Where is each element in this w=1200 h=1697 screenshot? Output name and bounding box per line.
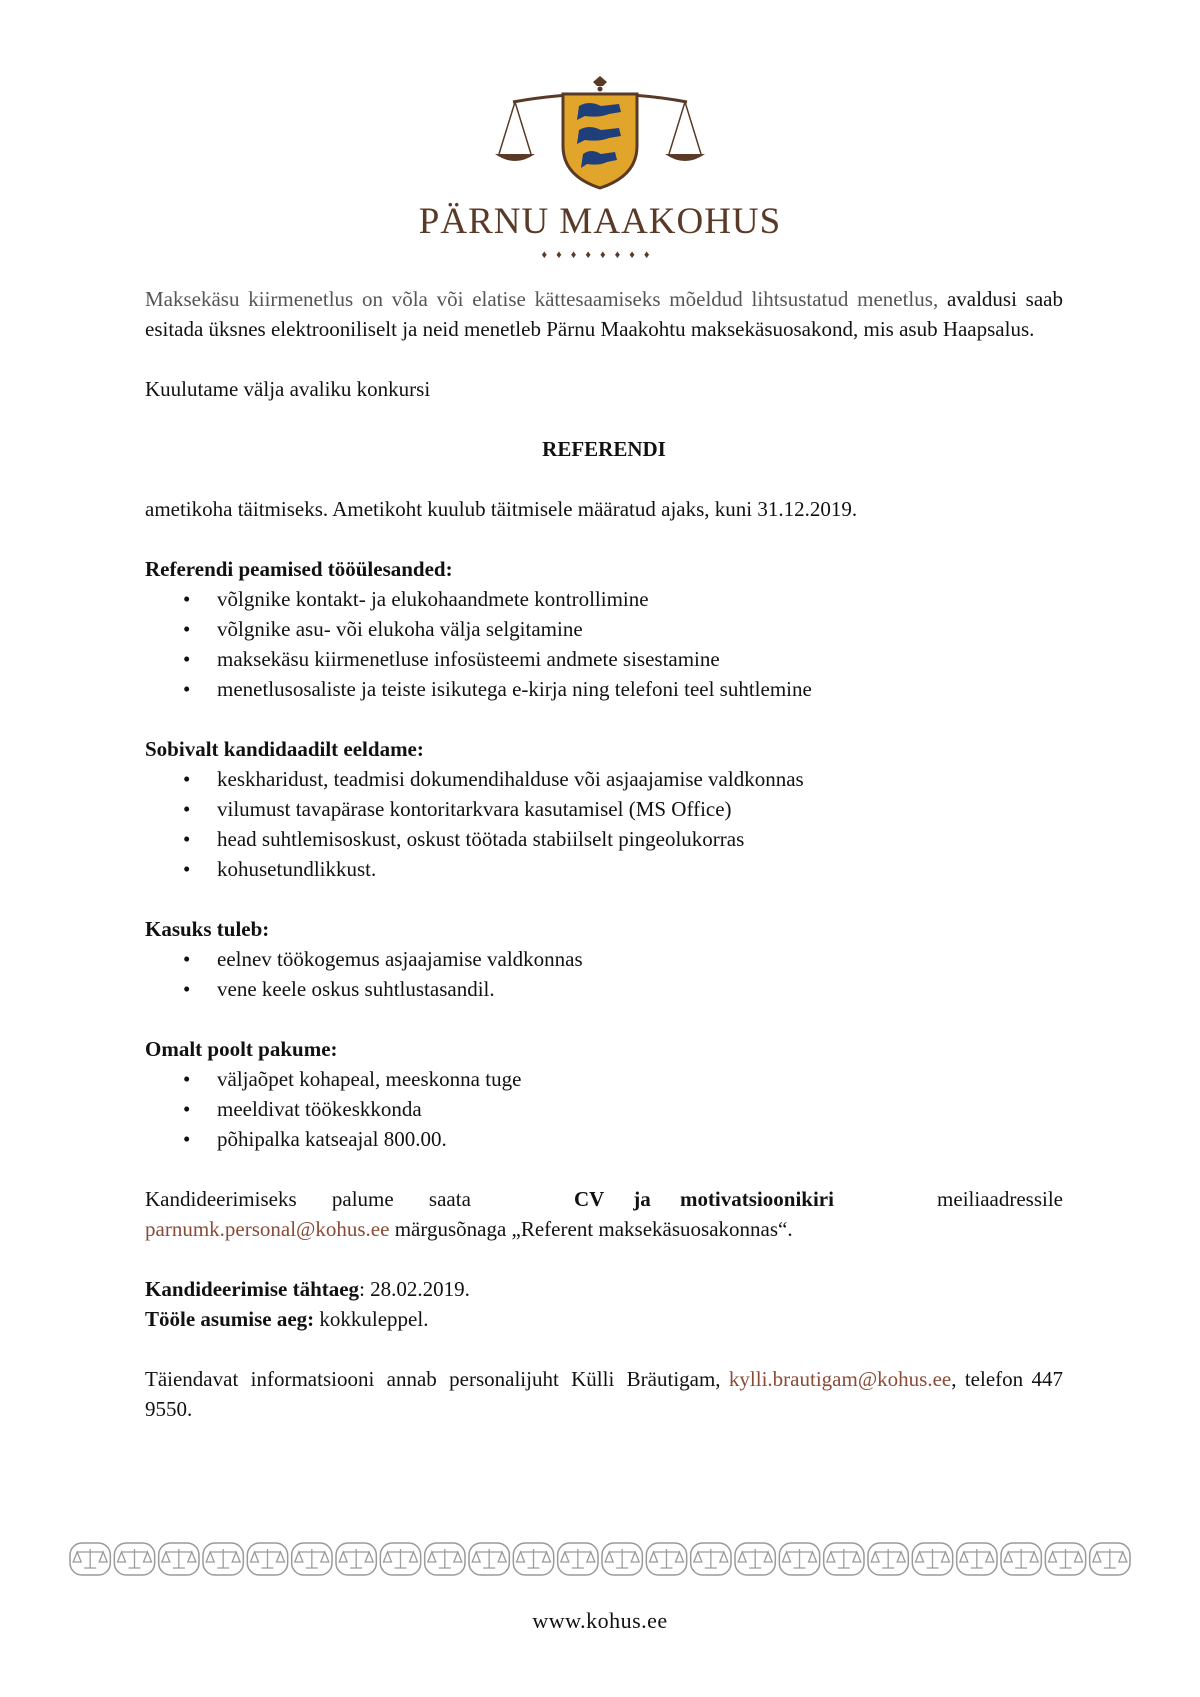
scales-ornament	[735, 1543, 775, 1575]
scales-ornament	[513, 1543, 553, 1575]
footer-website-link[interactable]: www.kohus.ee	[532, 1608, 668, 1633]
scales-ornament	[247, 1543, 287, 1575]
intro-rest: avaldusi saab esitada üksnes elektrooniliselt ja neid menetleb Pärnu Maakohtu maksekäsuosakond, mis asub Haapsalus.	[145, 287, 1063, 341]
list-item: • vene keele oskus suhtlustasandil.	[145, 974, 1063, 1004]
offer-list	[145, 1064, 1063, 1154]
duties-title: Referendi peamised tööülesanded:	[145, 557, 453, 581]
requirements-title: Sobivalt kandidaadilt eeldame:	[145, 737, 424, 761]
list-item: • kohusetundlikkust.	[145, 854, 1063, 884]
start-label: Tööle asumise aeg:	[145, 1307, 315, 1331]
deadline-value: : 28.02.2019.	[359, 1277, 470, 1301]
scales-ornament	[70, 1543, 110, 1575]
scales-ornament	[203, 1543, 243, 1575]
list-item: • menetlusosaliste ja teiste isikutega e-kirja ning telefoni teel suhtlemine	[145, 674, 1063, 704]
offer-title: Omalt poolt pakume:	[145, 1037, 338, 1061]
list-item: • võlgnike asu- või elukoha välja selgitamine	[145, 614, 1063, 644]
contact-prefix: Täiendavat informatsiooni annab personalijuht Külli Bräutigam,	[145, 1367, 721, 1391]
application-paragraph	[145, 1184, 1063, 1214]
application-email-link[interactable]: parnumk.personal@kohus.ee	[145, 1217, 390, 1241]
scales-ornament	[957, 1543, 997, 1575]
list-item: • maksekäsu kiirmenetluse infosüsteemi andmete sisestamine	[145, 644, 1063, 674]
duties-list	[145, 584, 1063, 704]
contact-email-link[interactable]: kylli.brautigam@kohus.ee	[728, 1367, 952, 1391]
scales-ornament	[159, 1543, 199, 1575]
list-item: • võlgnike kontakt- ja elukohaandmete kontrollimine	[145, 584, 1063, 614]
deadline-line	[145, 1274, 1063, 1304]
announcement: Kuulutame välja avaliku konkursi	[145, 377, 431, 401]
start-value: kokkuleppel.	[314, 1307, 429, 1331]
scales-ornament	[114, 1543, 154, 1575]
scales-ornament	[558, 1543, 598, 1575]
position-title: REFERENDI	[542, 437, 666, 461]
court-name: PÄRNU MAAKOHUS	[418, 201, 782, 242]
scales-ornament	[868, 1543, 908, 1575]
contact-tail: , telefon 447 9550.	[145, 1367, 1063, 1421]
advantages-title: Kasuks tuleb:	[145, 917, 270, 941]
application-suffix: meiliaadressile	[937, 1187, 1063, 1211]
intro-lead: Maksekäsu kiirmenetlus on võla või elatise kättesaamiseks mõeldud lihtsustatud menetlus,	[145, 287, 939, 311]
scales-ornament	[691, 1543, 731, 1575]
position-line: ametikoha täitmiseks. Ametikoht kuulub täitmisele määratud ajaks, kuni 31.12.2019.	[145, 497, 858, 521]
contact-paragraph	[145, 1364, 1063, 1424]
court-header	[0, 76, 1200, 261]
requirements-list	[145, 764, 1063, 884]
scales-ornament	[912, 1543, 952, 1575]
list-item: • põhipalka katseajal 800.00.	[145, 1124, 1063, 1154]
scales-ornament	[425, 1543, 465, 1575]
start-line	[145, 1304, 1063, 1334]
list-item: • keskharidust, teadmisi dokumendihalduse või asjaajamise valdkonnas	[145, 764, 1063, 794]
list-item: • väljaõpet kohapeal, meeskonna tuge	[145, 1064, 1063, 1094]
list-item: • head suhtlemisoskust, oskust töötada stabiilselt pingeolukorras	[145, 824, 1063, 854]
job-posting-body	[145, 284, 1063, 1424]
court-crest-logo	[485, 76, 715, 196]
advantages-list	[145, 944, 1063, 1004]
scales-ornament	[1001, 1543, 1041, 1575]
scales-ornament	[779, 1543, 819, 1575]
scales-ornament	[646, 1543, 686, 1575]
scales-ornament	[336, 1543, 376, 1575]
scales-ornament	[292, 1543, 332, 1575]
scales-ornament	[1090, 1543, 1130, 1575]
application-line-2	[145, 1214, 1063, 1244]
list-item: • meeldivat töökeskkonda	[145, 1094, 1063, 1124]
scales-ornament	[380, 1543, 420, 1575]
list-item: • eelnev töökogemus asjaajamise valdkonnas	[145, 944, 1063, 974]
scales-ornament	[469, 1543, 509, 1575]
application-prefix: Kandideerimiseks palume saata	[145, 1187, 471, 1211]
application-documents: CV ja motivatsioonikiri	[574, 1187, 834, 1211]
scales-ornament	[824, 1543, 864, 1575]
decorative-dots: ♦♦♦♦♦♦♦♦	[541, 249, 659, 261]
scales-ornament	[1045, 1543, 1085, 1575]
deadline-label: Kandideerimise tähtaeg	[145, 1277, 360, 1301]
scales-ornament	[602, 1543, 642, 1575]
decorative-scales-band	[68, 1540, 1132, 1578]
application-tail: märgusõnaga „Referent maksekäsuosakonnas“.	[394, 1217, 793, 1241]
intro-paragraph	[145, 284, 1063, 344]
list-item: • vilumust tavapärase kontoritarkvara kasutamisel (MS Office)	[145, 794, 1063, 824]
